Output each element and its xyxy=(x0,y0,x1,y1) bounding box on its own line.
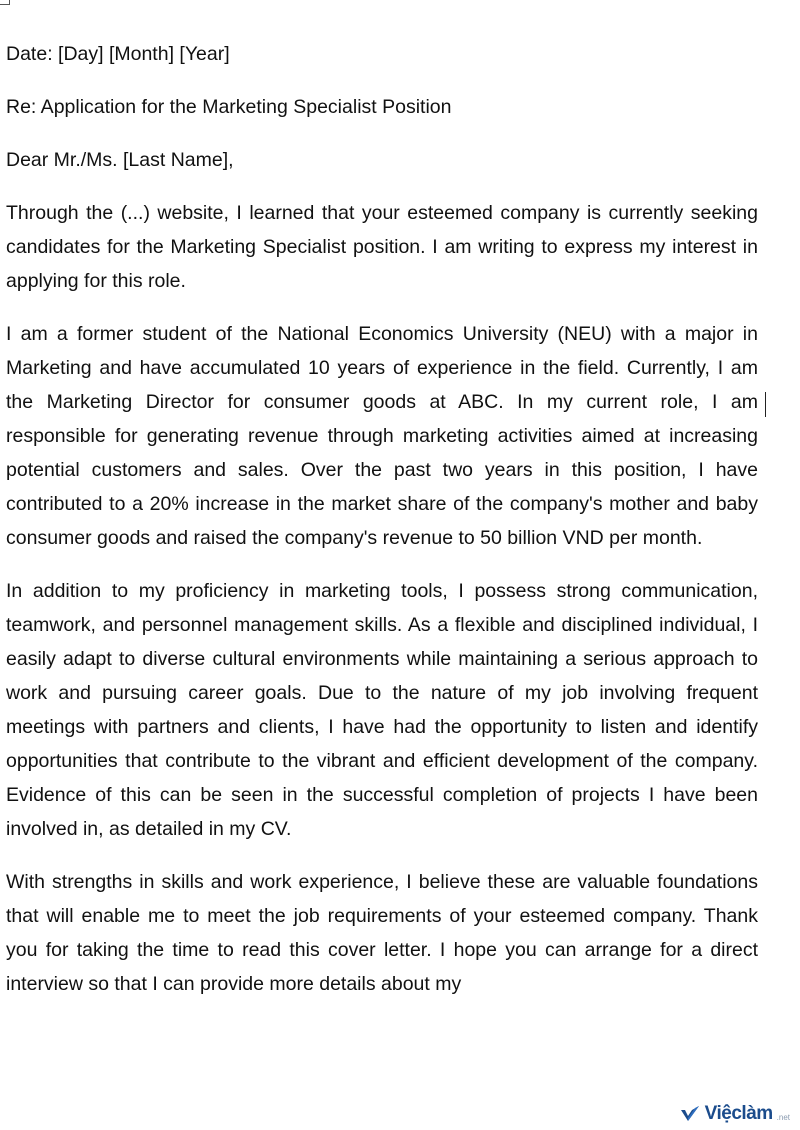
date-line: Date: [Day] [Month] [Year] xyxy=(6,43,230,65)
page-corner-mark xyxy=(0,0,10,5)
watermark-suffix: .net xyxy=(776,1113,790,1122)
subject-line: Re: Application for the Marketing Specialist Position xyxy=(6,96,452,118)
paragraph-intro: Through the (...) website, I learned that your esteemed company is currently seeking candidates for the Marketing Specialist position. I am writing to express my interest in applying for this role. xyxy=(6,202,758,292)
letter-body xyxy=(6,37,758,1001)
watermark-brand: Việclàm xyxy=(704,1103,773,1124)
paragraph-skills: In addition to my proficiency in marketing tools, I possess strong communication, teamwork, and personnel management skills. As a flexible and disciplined individual, I easily adapt to diverse cultural environments while maintaining a serious approach to work and pursuing career goals. Due to the nature of my job involving frequent meetings with partners and clients, I have had the opportunity to listen and identify opportunities that contribute to the vibrant and efficient development of the company. Evidence of this can be seen in the successful completion of projects I have been involved in, as detailed in my CV. xyxy=(6,580,758,840)
check-logo-icon xyxy=(679,1104,701,1124)
vieclam-watermark xyxy=(679,1102,790,1126)
salutation: Dear Mr./Ms. [Last Name], xyxy=(6,149,234,171)
text-cursor xyxy=(765,392,766,417)
paragraph-closing: With strengths in skills and work experience, I believe these are valuable foundations that will enable me to meet the job requirements of your esteemed company. Thank you for taking the time to read this cover letter. I hope you can arrange for a direct interview so that I can provide more details about my xyxy=(6,871,758,995)
paragraph-background: I am a former student of the National Economics University (NEU) with a major in Marketing and have accumulated 10 years of experience in the field. Currently, I am the Marketing Director for consumer goods at ABC. In my current role, I am responsible for generating revenue through marketing activities aimed at increasing potential customers and sales. Over the past two years in this position, I have contributed to a 20% increase in the market share of the company's mother and baby consumer goods and raised the company's revenue to 50 billion VND per month. xyxy=(6,323,758,549)
